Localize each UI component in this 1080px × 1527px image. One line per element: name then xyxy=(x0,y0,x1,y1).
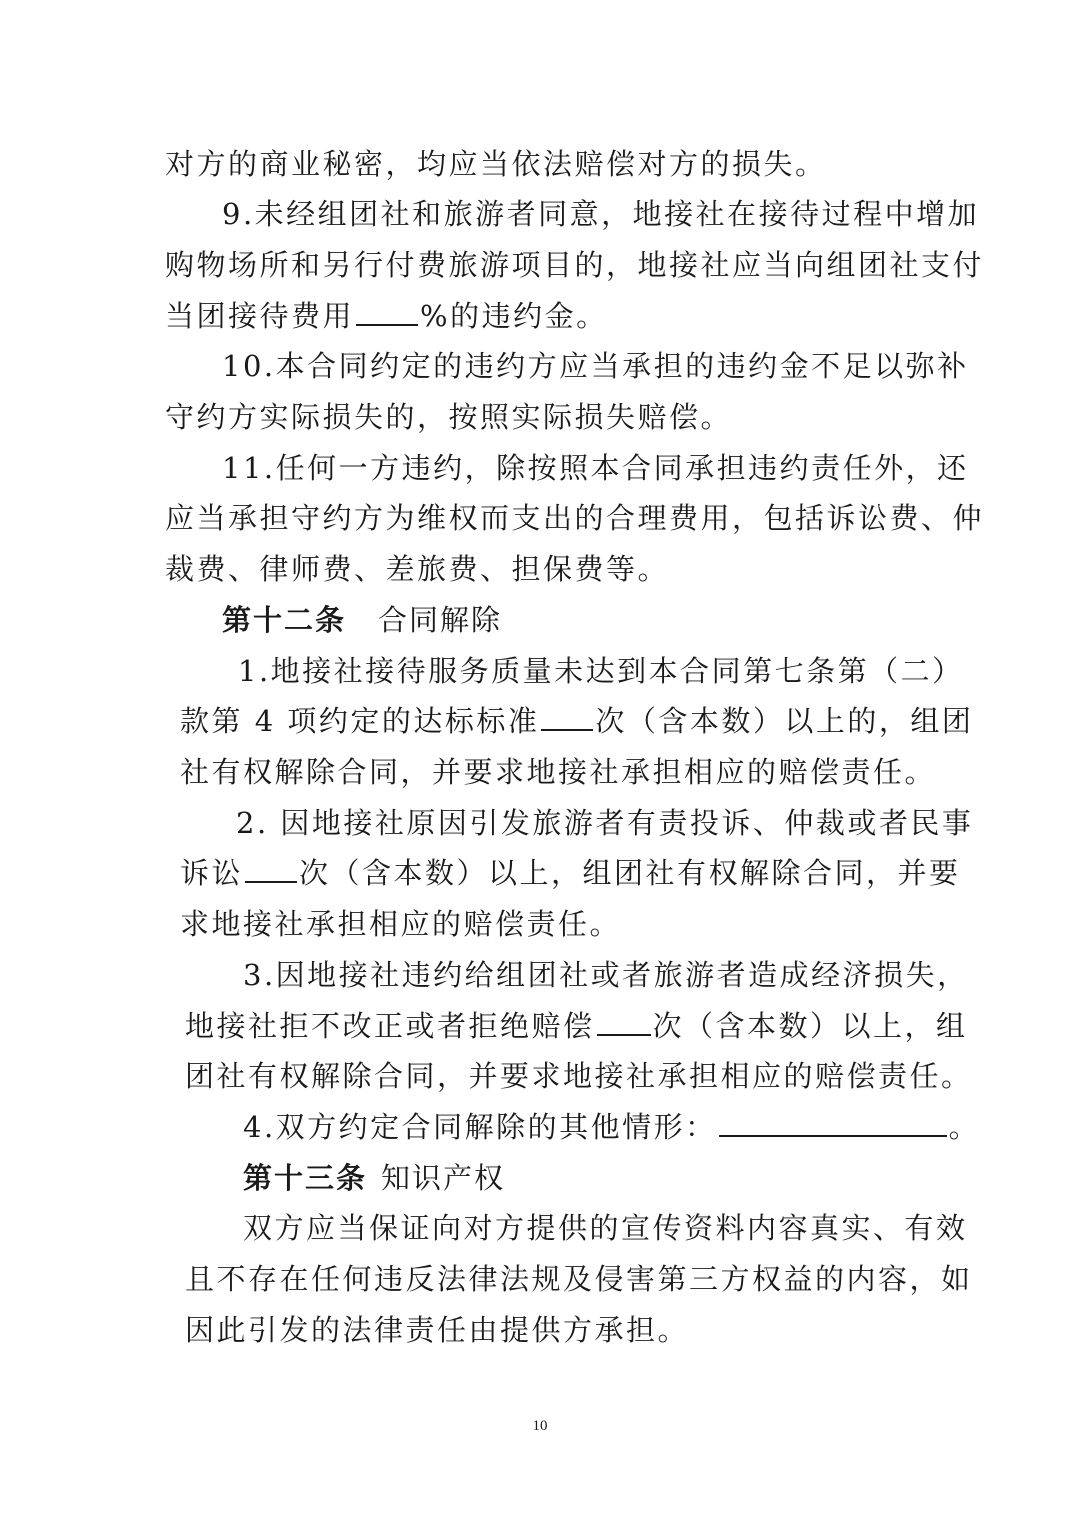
text-segment: 对方的商业秘密，均应当依法赔偿对方的损失。 xyxy=(165,147,827,181)
article-12-heading xyxy=(222,600,502,640)
text-segment: 守约方实际损失的，按照实际损失赔偿。 xyxy=(165,400,733,434)
text-line xyxy=(243,955,969,995)
text-line xyxy=(165,498,984,538)
text-segment: 地接社拒不改正或者拒绝赔偿 xyxy=(185,1009,595,1043)
fill-in-blank xyxy=(245,853,297,883)
text-segment: 团社有权解除合同，并要求地接社承担相应的赔偿责任。 xyxy=(185,1059,973,1093)
text-segment: 且不存在任何违反法律法规及侵害第三方权益的内容，如 xyxy=(185,1262,973,1296)
text-segment: 10.本合同约定的违约方应当承担的违约金不足以弥补 xyxy=(222,349,969,383)
text-segment: 裁费、律师费、差旅费、担保费等。 xyxy=(165,552,670,586)
text-line xyxy=(238,651,964,691)
text-segment: 11.任何一方违约，除按照本合同承担违约责任外，还 xyxy=(222,451,969,485)
text-segment: 次（含本数）以上，组 xyxy=(652,1009,968,1043)
fill-in-blank xyxy=(541,701,593,731)
article-number: 第十三条 xyxy=(243,1161,368,1195)
page-number: 10 xyxy=(532,1418,548,1434)
text-line xyxy=(180,701,973,741)
text-segment: 1.地接社接待服务质量未达到本合同第七条第（二） xyxy=(238,654,964,688)
text-line xyxy=(180,752,936,792)
text-line xyxy=(243,1208,968,1248)
text-segment: 社有权解除合同，并要求地接社承担相应的赔偿责任。 xyxy=(180,755,937,789)
article-title: 合同解除 xyxy=(378,603,503,637)
text-line xyxy=(165,549,669,589)
text-segment: 。 xyxy=(948,1110,981,1144)
text-line xyxy=(180,853,961,893)
text-segment: 求地接社承担相应的赔偿责任。 xyxy=(180,907,622,941)
text-line xyxy=(236,803,973,843)
text-line xyxy=(165,144,827,184)
text-segment: %的违约金。 xyxy=(420,299,608,333)
text-line xyxy=(222,346,969,386)
fill-in-blank xyxy=(719,1107,947,1137)
text-line xyxy=(243,1107,980,1147)
text-segment: 因此引发的法律责任由提供方承担。 xyxy=(185,1313,690,1347)
text-line xyxy=(180,904,621,944)
text-segment: 3.因地接社违约给组团社或者旅游者造成经济损失， xyxy=(243,958,969,992)
text-segment: 4.双方约定合同解除的其他情形： xyxy=(243,1110,717,1144)
text-segment: 诉讼 xyxy=(180,856,244,890)
text-segment: 应当承担守约方为维权而支出的合理费用，包括诉讼费、仲 xyxy=(165,501,985,535)
text-segment: 2. 因地接社原因引发旅游者有责投诉、仲裁或者民事 xyxy=(236,806,974,840)
text-segment: 购物场所和另行付费旅游项目的，地接社应当向组团社支付 xyxy=(165,248,985,282)
text-line xyxy=(165,245,984,285)
text-segment: 9.未经组团社和旅游者同意，地接社在接待过程中增加 xyxy=(222,197,980,231)
text-line xyxy=(165,296,608,336)
text-line xyxy=(222,448,969,488)
article-title: 知识产权 xyxy=(381,1161,506,1195)
article-13-heading xyxy=(243,1158,505,1198)
text-segment: 次（含本数）以上，组团社有权解除合同，并要 xyxy=(299,856,961,890)
text-segment: 款第 4 项约定的达标标准 xyxy=(180,704,540,738)
text-segment: 次（含本数）以上的，组团 xyxy=(595,704,974,738)
text-line xyxy=(185,1006,968,1046)
fill-in-blank xyxy=(356,296,418,326)
fill-in-blank xyxy=(597,1006,651,1036)
text-segment: 当团接待费用 xyxy=(165,299,355,333)
article-number: 第十二条 xyxy=(222,603,347,637)
text-segment: 双方应当保证向对方提供的宣传资料内容真实、有效 xyxy=(243,1211,968,1245)
text-line xyxy=(222,194,979,234)
text-line xyxy=(185,1056,973,1096)
text-line xyxy=(165,397,732,437)
text-line xyxy=(185,1310,689,1350)
text-line xyxy=(185,1259,973,1299)
